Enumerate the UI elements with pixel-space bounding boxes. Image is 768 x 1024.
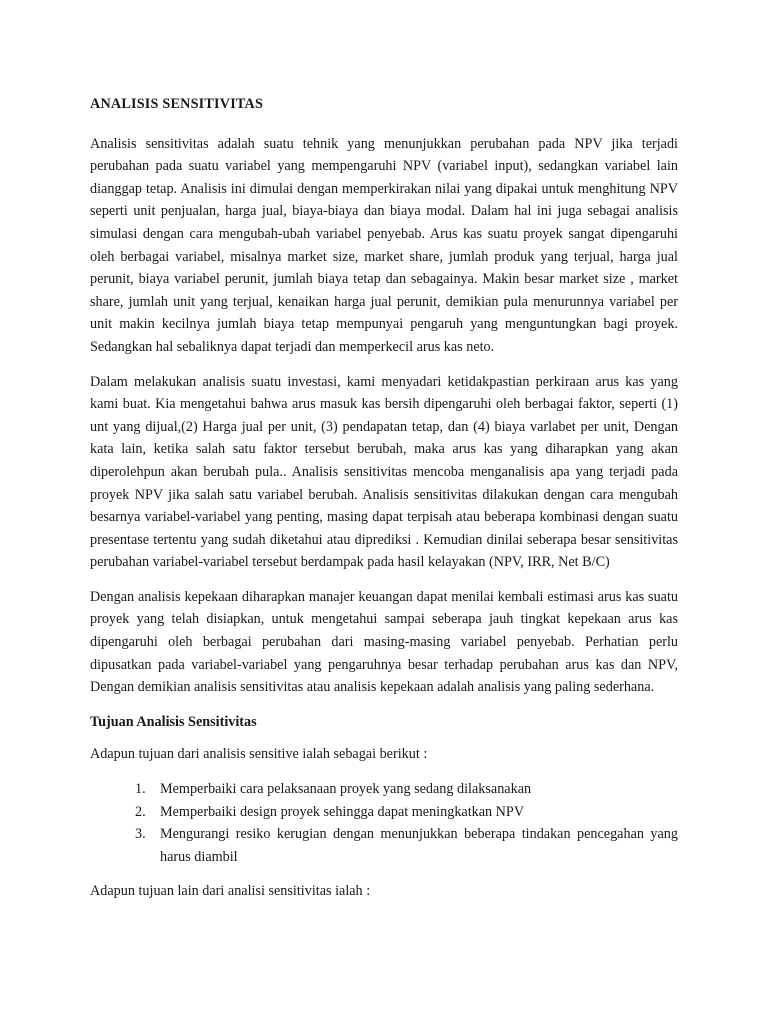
list-item (90, 823, 678, 868)
paragraph-3: Dengan analisis kepekaan diharapkan manajer keuangan dapat menilai kembali estimasi arus kas suatu proyek yang telah disiapkan, untuk mengetahui sampai seberapa jauh tingkat kepekaan arus kas dipengaruhi oleh berbagai perubahan dari masing-masing variabel penyebab. Perhatian perlu dipusatkan pada variabel-variabel yang pengaruhnya besar terhadap perubahan arus kas dan NPV, Dengan demikian analisis sensitivitas atau analisis kepekaan adalah analisis yang paling sederhana. (90, 588, 678, 696)
list-text: Memperbaiki design proyek sehingga dapat meningkatkan NPV (160, 803, 525, 820)
list-item (90, 778, 678, 801)
objectives-list (90, 778, 678, 868)
closing-line: Adapun tujuan lain dari analisi sensitivitas ialah : (90, 883, 371, 900)
list-number: 1. (135, 781, 146, 798)
list-number: 3. (135, 826, 146, 843)
list-text: Memperbaiki cara pelaksanaan proyek yang sedang dilaksanakan (160, 781, 532, 798)
section-intro: Adapun tujuan dari analisis sensitive ialah sebagai berikut : (90, 746, 428, 763)
list-text: Mengurangi resiko kerugian dengan menunjukkan beberapa tindakan pencegahan yang harus diambil (160, 826, 678, 865)
section-heading: Tujuan Analisis Sensitivitas (90, 713, 257, 730)
document-body (90, 93, 678, 915)
list-number: 2. (135, 803, 146, 820)
paragraph-2: Dalam melakukan analisis suatu investasi, kami menyadari ketidakpastian perkiraan arus kas yang kami buat. Kia mengetahui bahwa arus masuk kas bersih dipengaruhi oleh berbagai faktor, seperti (1) unt yang dijual,(2) Harga jual per unit, (3) pendapatan tetap, dan (4) biaya varlabet per unit, Dengan kata lain, ketika salah satu faktor tersebut berubah, maka arus kas yang diharapkan yang akan diperolehpun akan berubah pula.. Analisis sensitivitas mencoba menganalisis apa yang terjadi pada proyek NPV jika salah satu variabel berubah. Analisis sensitivitas dilakukan dengan cara mengubah besarnya variabel-variabel yang penting, masing dapat terpisah atau beberapa kombinasi dengan suatu presentase tertentu yang sudah diketahui atau diprediksi . Kemudian dinilai seberapa besar sensitivitas perubahan variabel-variabel tersebut berdampak pada hasil kelayakan (NPV, IRR, Net B/C) (90, 373, 678, 571)
document-title: ANALISIS SENSITIVITAS (90, 96, 264, 112)
list-item (90, 801, 678, 824)
paragraph-1: Analisis sensitivitas adalah suatu tehnik yang menunjukkan perubahan pada NPV jika terjadi perubahan pada suatu variabel yang mempengaruhi NPV (variabel input), sedangkan variabel lain dianggap tetap. Analisis ini dimulai dengan memperkirakan nilai yang dipakai untuk menghitung NPV seperti unit penjualan, harga jual, biaya-biaya dan biaya modal. Dalam hal ini juga sebagai analisis simulasi dengan cara mengubah-ubah variabel penyebab. Arus kas suatu proyek sangat dipengaruhi oleh berbagai variabel, misalnya market size, market share, jumlah produk yang terjual, harga jual perunit, biaya variabel perunit, jumlah biaya tetap dan sebagainya. Makin besar market size , market share, jumlah unit yang terjual, kenaikan harga jual perunit, demikian pula menurunnya variabel per unit makin kecilnya jumlah biaya tetap mempunyai pengaruh yang menguntungkan bagi proyek. Sedangkan hal sebaliknya dapat terjadi dan memperkecil arus kas neto. (90, 135, 678, 355)
